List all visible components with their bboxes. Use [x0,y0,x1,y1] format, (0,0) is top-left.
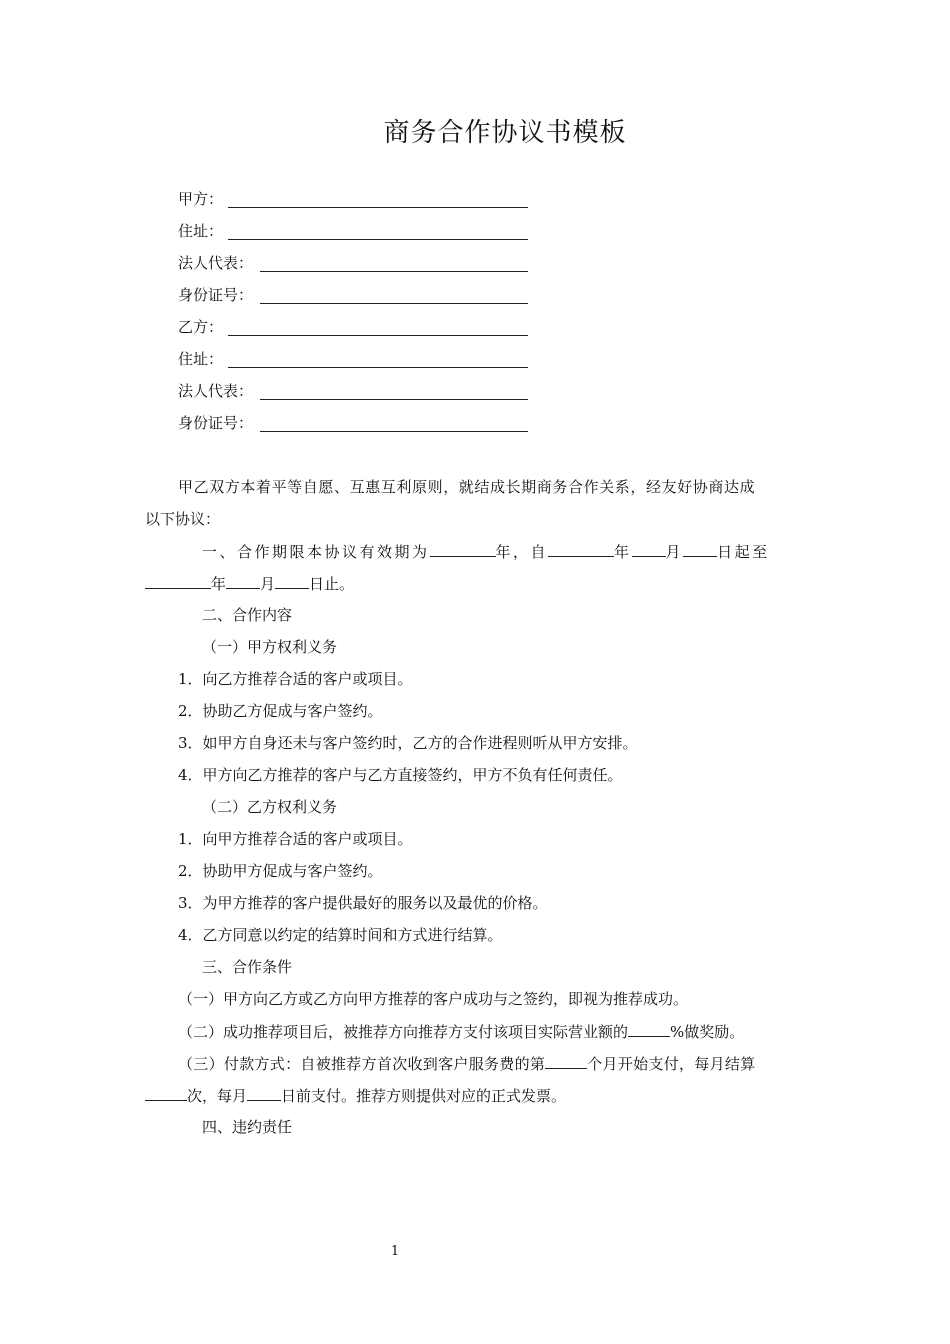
section-3-item-1: （一）甲方向乙方或乙方向甲方推荐的客户成功与之签约，即视为推荐成功。 [178,990,689,1008]
field-label: 住址： [178,222,224,240]
document-title: 商务合作协议书模板 [383,118,627,148]
section-1-term-line1: 一、合作期限本协议有效期为 年，自 年 月 日起至 [202,540,770,563]
field-label: 法人代表： [178,254,254,272]
section-1-term-line2: 年 月 日止。 [145,572,354,595]
section-3-item-3-line1: （三）付款方式：自被推荐方首次收到客户服务费的第 个月开始支付，每月结算 [178,1052,756,1075]
field-blank-line [260,431,528,432]
field-blank-line [228,207,528,208]
list-item: 2．协助乙方促成与客户签约。 [178,702,383,720]
list-item: 1．向乙方推荐合适的客户或项目。 [178,670,413,688]
list-item: 4．甲方向乙方推荐的客户与乙方直接签约，甲方不负有任何责任。 [178,766,623,784]
field-label: 乙方： [178,318,224,336]
blank-start-day [683,540,717,557]
field-label: 住址： [178,350,224,368]
field-label: 身份证号： [178,286,254,304]
field-blank-line [228,367,528,368]
blank-start-year [548,540,614,557]
blank-end-year [145,572,211,589]
field-address-a [178,220,223,242]
list-item: 3．为甲方推荐的客户提供最好的服务以及最优的价格。 [178,894,548,912]
field-id-number-b [178,412,253,434]
field-blank-line [260,271,528,272]
blank-end-day [275,572,309,589]
list-item: 4．乙方同意以约定的结算时间和方式进行结算。 [178,926,503,944]
blank-month-number [545,1052,587,1069]
intro-paragraph-line2: 以下协议： [145,510,221,528]
list-item: 1．向甲方推荐合适的客户或项目。 [178,830,413,848]
field-address-b [178,348,223,370]
field-label: 法人代表： [178,382,254,400]
field-legal-rep-b [178,380,253,402]
section-4-heading: 四、违约责任 [202,1118,293,1136]
blank-settle-times [145,1084,187,1101]
field-blank-line [228,335,528,336]
section-2-sub-1: （一）甲方权利义务 [202,638,338,656]
list-item: 2．协助甲方促成与客户签约。 [178,862,383,880]
section-3-heading: 三、合作条件 [202,958,293,976]
field-party-a [178,188,223,210]
field-blank-line [228,239,528,240]
intro-paragraph-line1: 甲乙双方本着平等自愿、互惠互利原则，就结成长期商务合作关系，经友好协商达成 [178,478,756,496]
field-label: 甲方： [178,190,224,208]
field-id-number-a [178,284,253,306]
blank-start-month [632,540,666,557]
section-2-heading: 二、合作内容 [202,606,293,624]
blank-percentage [628,1020,670,1037]
blank-pay-day [247,1084,281,1101]
section-3-item-3-line2: 次，每月 日前支付。推荐方则提供对应的正式发票。 [145,1084,566,1107]
blank-end-month [226,572,260,589]
section-2-sub-2: （二）乙方权利义务 [202,798,338,816]
field-legal-rep-a [178,252,253,274]
section-3-item-2: （二）成功推荐项目后，被推荐方向推荐方支付该项目实际营业额的 %做奖励。 [178,1020,744,1043]
field-party-b [178,316,223,338]
blank-years [430,540,496,557]
list-item: 3．如甲方自身还未与客户签约时，乙方的合作进程则听从甲方安排。 [178,734,638,752]
field-label: 身份证号： [178,414,254,432]
page-number: 1 [390,1244,400,1259]
field-blank-line [260,399,528,400]
field-blank-line [260,303,528,304]
